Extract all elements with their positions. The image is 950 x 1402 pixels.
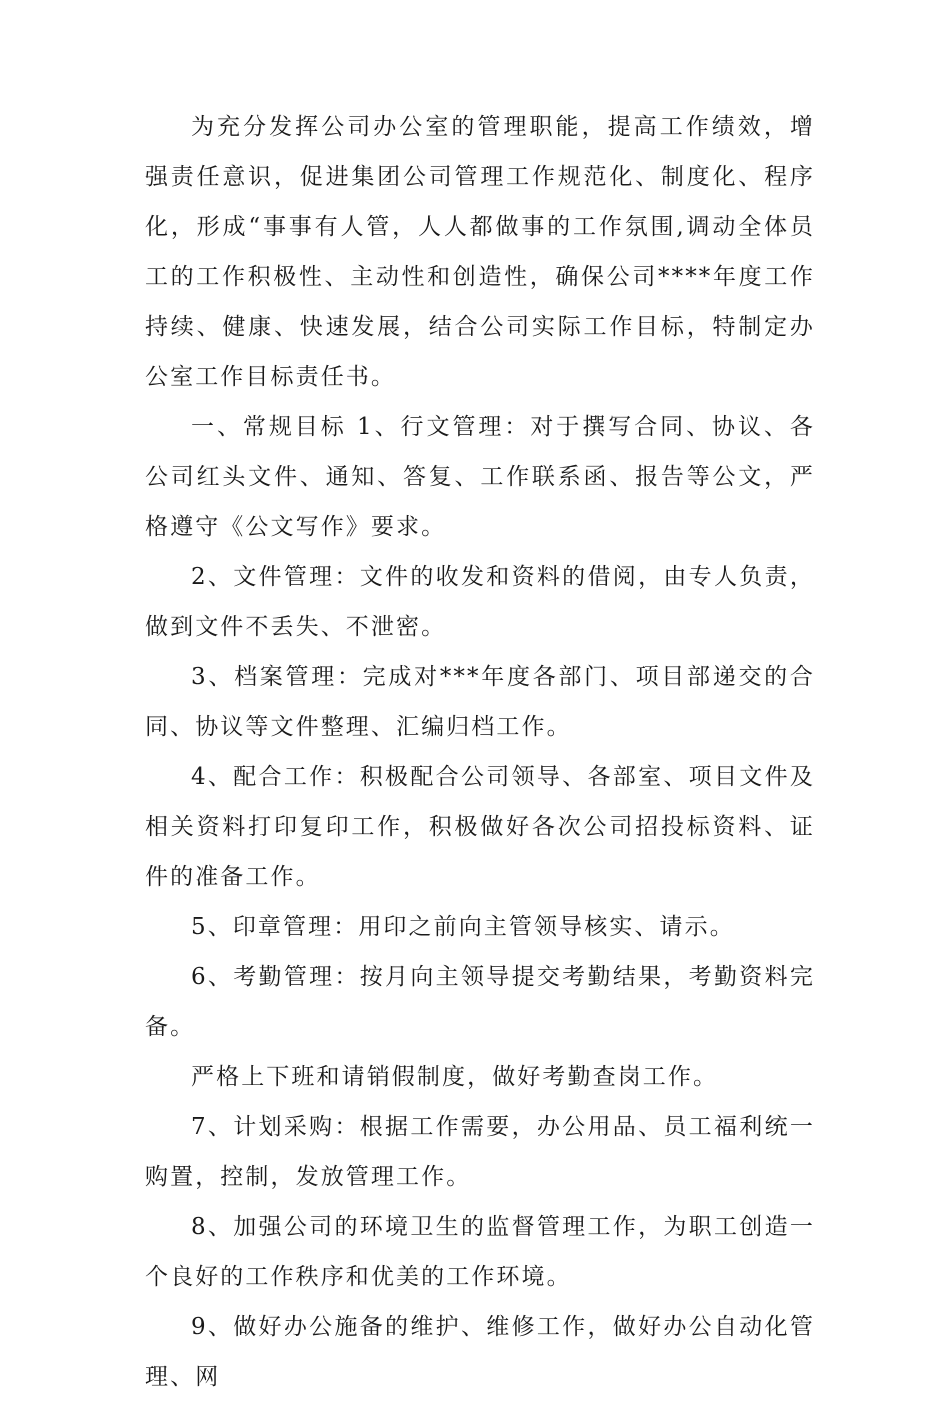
paragraph-item-5: 5、印章管理：用印之前向主管领导核实、请示。 — [191, 914, 735, 940]
paragraph-item-9: 9、做好办公施备的维护、维修工作，做好办公自动化管理、网 — [145, 1314, 815, 1390]
paragraph-item-4: 4、配合工作：积极配合公司领导、各部室、项目文件及相关资料打印复印工作，积极做好各次公司招投标资料、证件的准备工作。 — [145, 764, 815, 890]
paragraph-item-6: 6、考勤管理：按月向主领导提交考勤结果，考勤资料完备。 — [145, 964, 815, 1040]
paragraph-item-3: 3、档案管理：完成对***年度各部门、项目部递交的合同、协议等文件整理、汇编归档工作。 — [145, 664, 815, 740]
paragraph-item-8: 8、加强公司的环境卫生的监督管理工作，为职工创造一个良好的工作秩序和优美的工作环境。 — [145, 1214, 815, 1290]
paragraph-intro: 为充分发挥公司办公室的管理职能，提高工作绩效，增强责任意识，促进集团公司管理工作规范化、制度化、程序化，形成“事事有人管，人人都做事的工作氛围,调动全体员工的工作积极性、主动性和创造性，确保公司****年度工作持续、健康、快速发展，结合公司实际工作目标，特制定办公室工作目标责任书。 — [145, 114, 815, 390]
paragraph-item-6-continued: 严格上下班和请销假制度，做好考勤查岗工作。 — [191, 1064, 719, 1090]
paragraph-item-1: 一、常规目标 1、行文管理：对于撰写合同、协议、各公司红头文件、通知、答复、工作联系函、报告等公文，严格遵守《公文写作》要求。 — [145, 414, 815, 540]
paragraph-item-7: 7、计划采购：根据工作需要，办公用品、员工福利统一购置，控制，发放管理工作。 — [145, 1114, 815, 1190]
document-body — [145, 102, 815, 1402]
paragraph-item-2: 2、文件管理：文件的收发和资料的借阅，由专人负责，做到文件不丢失、不泄密。 — [145, 564, 815, 640]
